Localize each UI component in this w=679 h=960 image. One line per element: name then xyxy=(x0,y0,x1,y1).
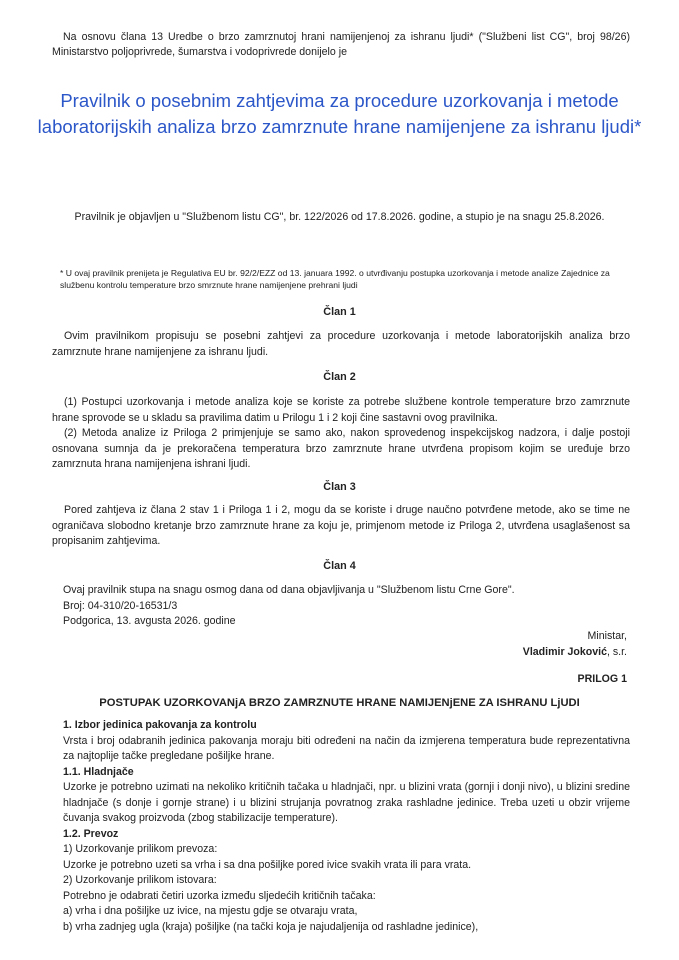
article-3-text xyxy=(52,503,630,550)
section-1-2-line: b) vrha zadnjeg ugla (kraja) pošiljke (na tački koja je najudaljenija od rashladne jedinice), xyxy=(63,920,479,933)
publication-note: Pravilnik je objavljen u "Službenom listu CG", br. 122/2026 od 17.8.2026. godine, a stupio je na snagu 25.8.2026. xyxy=(74,211,605,223)
signature-line xyxy=(523,645,627,661)
preamble xyxy=(52,30,630,60)
article-4-paragraph-1: Ovaj pravilnik stupa na snagu osmog dana od dana objavljivanja u "Službenom listu Crne Gore". xyxy=(63,584,515,596)
article-3-paragraph-1: Pored zahtjeva iz člana 2 stav 1 i Priloga 1 i 2, mogu da se koriste i druge naučno potvrđene metode, ako se time ne ograničava slobodno kretanje brzo zamrznute hrane za koju je, primjenom metode iz Priloga 2, utvrđena usaglašenost sa propisanim zahtjevima. xyxy=(52,504,630,547)
article-1-paragraph-1: Ovim pravilnikom propisuju se posebni zahtjevi za procedure uzorkovanja i metode laboratorijskih analiza brzo zamrznute hrane namijenjene za ishranu ljudi. xyxy=(52,330,630,358)
signature-name: Vladimir Joković xyxy=(522,645,607,658)
article-2-paragraph-1: (1) Postupci uzorkovanja i metode analiza koje se koriste za potrebe službene kontrole temperature brzo zamrznute hrane sprovode se u skladu sa pravilima datim u Prilogu 1 i 2 koji čine sastavni ovog pravilnika. xyxy=(52,396,630,424)
section-1-2-line: 1) Uzorkovanje prilikom prevoza: xyxy=(63,843,218,855)
preamble-line-1: Na osnovu člana 13 Uredbe o brzo zamrznutoj hrani namijenjenoj za ishranu ljudi* ("Službeni list CG", broj 98/26) xyxy=(63,31,630,43)
article-3-heading: Član 3 xyxy=(323,481,356,493)
signature-block xyxy=(523,629,627,660)
document-title: Pravilnik o posebnim zahtjevima za procedure uzorkovanja i metode laboratorijskih analiza brzo zamrznute hrane namijenjene za ishranu ljudi* xyxy=(37,90,642,137)
article-2-paragraph-2: (2) Metoda analize iz Priloga 2 primjenjuje se samo ako, nakon sprovedenog inspekcijskog nadzora, i dalje postoji osnovana sumnja da je prekoračena temperatura brzo zamrznute hrane utvrđena propisom kojim se uređuje brzo zamrznuta hrana namijenjena ishrani ljudi. xyxy=(52,427,630,470)
annex-label: PRILOG 1 xyxy=(577,673,627,685)
article-4-heading: Član 4 xyxy=(323,560,356,572)
section-1-text: Vrsta i broj odabranih jedinica pakovanja moraju biti određeni na način da izmjerena temperatura bude reprezentativna za najtoplije tačke pregledane pošiljke hrane. xyxy=(63,734,630,762)
annex-title: POSTUPAK UZORKOVANjA BRZO ZAMRZNUTE HRANE NAMIJENjENE ZA ISHRANU LjUDI xyxy=(99,697,580,709)
section-1-1-heading: 1.1. Hladnjače xyxy=(63,765,134,778)
section-1-2-line: a) vrha i dna pošiljke uz ivice, na mjestu gdje se otvaraju vrata, xyxy=(63,905,358,917)
section-1-heading: 1. Izbor jedinica pakovanja za kontrolu xyxy=(63,719,257,731)
article-1-heading: Član 1 xyxy=(323,306,356,318)
section-1-2-line: Uzorke je potrebno uzeti sa vrha i sa dna pošiljke pored ivice svakih vrata ili para vrata. xyxy=(63,858,472,871)
section-1-2-line: 2) Uzorkovanje prilikom istovara: xyxy=(63,874,217,886)
article-2-heading: Član 2 xyxy=(323,371,356,383)
article-4-text xyxy=(63,583,515,630)
article-2-text xyxy=(52,395,630,473)
section-1-1-text: Uzorke je potrebno uzimati na nekoliko kritičnih tačaka u hladnjači, npr. u blizini vrata (gornji i donji nivo), u blizini sredine hladnjače (s donje i gornje strane) i u blizini strujanja povratnog zraka rashladne jedinice. Treba uzeti u obzir vrijeme čuvanja svakog proizvoda (zbog stabilizacije temperature). xyxy=(63,781,630,824)
place-and-date: Podgorica, 13. avgusta 2026. godine xyxy=(63,615,236,627)
section-1-2-heading: 1.2. Prevoz xyxy=(63,827,119,840)
preamble-line-2: Ministarstvo poljoprivrede, šumarstva i vodoprivrede donijelo je xyxy=(52,46,347,58)
footnote: * U ovaj pravilnik prenijeta je Regulativa EU br. 92/2/EZZ od 13. januara 1992. o utvrđivanju postupka uzorkovanja i metode analize Zajednice za službenu kontrolu temperature brzo smrznute hrane namijenjene prehrani ljudi xyxy=(60,268,610,290)
article-1-text xyxy=(52,329,630,360)
annex-body xyxy=(63,718,630,935)
signature-suffix: , s.r. xyxy=(606,645,627,658)
signature-role: Ministar, xyxy=(587,630,627,642)
section-1-2-line: Potrebno je odabrati četiri uzorka između sljedećih kritičnih tačaka: xyxy=(63,889,376,902)
document-number: Broj: 04-310/20-16531/3 xyxy=(63,599,178,612)
